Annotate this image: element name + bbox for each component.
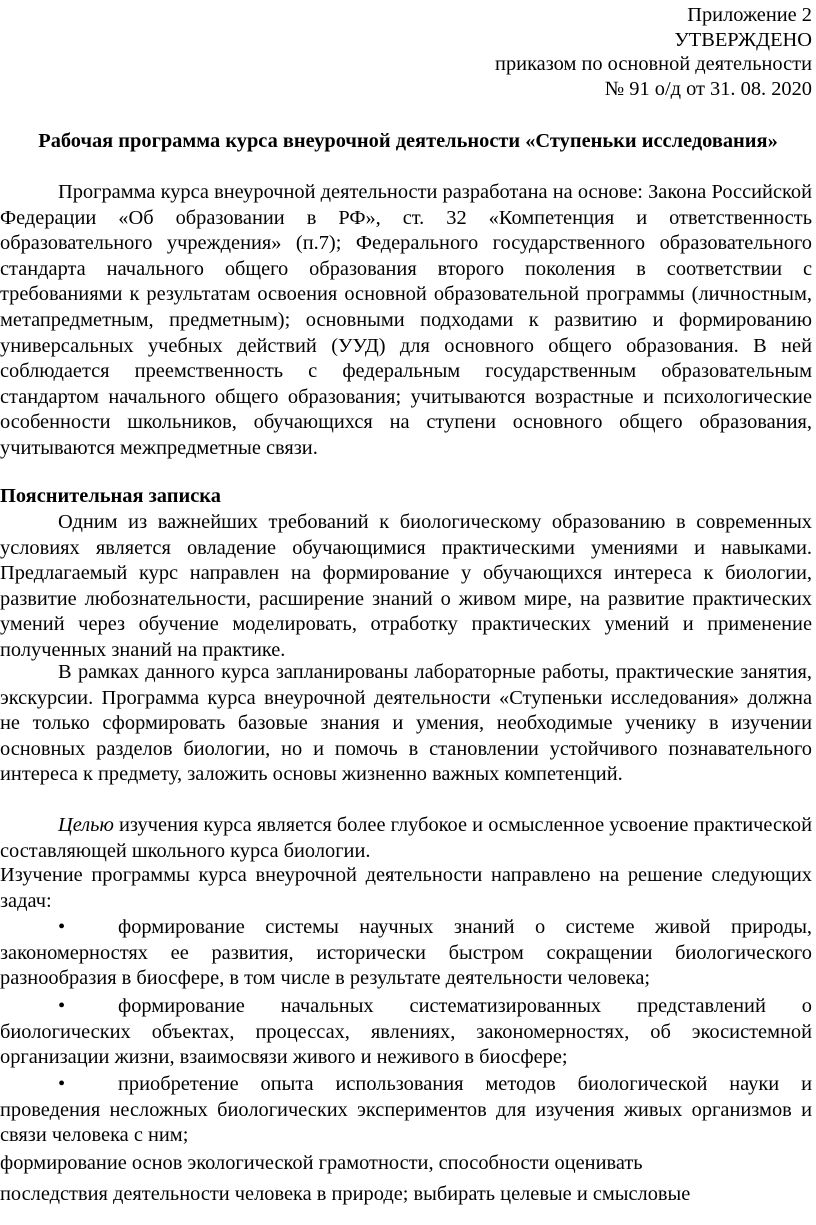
goal-text: изучения курса является более глубокое и осмысленное усвоение практической составляющей школьного курса биологии. bbox=[0, 814, 812, 862]
bullet-icon: • bbox=[58, 916, 66, 938]
tail-line-2: последствия деятельности человека в природе; выбирать целевые и смысловые bbox=[0, 1183, 691, 1205]
tail-line-1: формирование основ экологической грамотности, способности оценивать bbox=[0, 1152, 643, 1174]
goal-italic-word: Целью bbox=[58, 814, 114, 836]
list-item-text: формирование начальных систематизированных представлений о биологических объектах, процессах, явлениях, закономерностях, об экосистемной организации жизни, взаимосвязи живого и неживого в биосфере; bbox=[0, 995, 812, 1069]
list-item-text: формирование системы научных знаний о системе живой природы, закономерностях ее развития, исторически быстром сокращении биологического разнообразия в биосфере, в том числе в результате деятельности человека; bbox=[0, 916, 812, 990]
list-item-text: приобретение опыта использования методов биологической науки и проведения несложных биологических экспериментов для изучения живых организмов и связи человека с ним; bbox=[0, 1073, 812, 1147]
appendix-label: Приложение 2 bbox=[687, 4, 812, 26]
note-paragraph-1: Одним из важнейших требований к биологическому образованию в современных условиях является овладение обучающимися практическими умениями и навыками. Предлагаемый курс направлен на формирование у обучающихся интереса к биологии, развитие любознательности, расширение знаний о живом мире, на развитие практических умений через обучение моделировать, отработку практических умений и применение полученных знаний на практике. bbox=[0, 511, 812, 661]
bullet-icon: • bbox=[58, 1073, 66, 1095]
order-number: № 91 о/д от 31. 08. 2020 bbox=[604, 77, 812, 100]
document-title: Рабочая программа курса внеурочной деятельности «Ступеньки исследования» bbox=[38, 130, 778, 152]
list-item bbox=[0, 994, 812, 1071]
intro-paragraph: Программа курса внеурочной деятельности разработана на основе: Закона Российской Федерации «Об образовании в РФ», ст. 32 «Компетенция и ответственность образовательного учреждения» (п.7); Федерального государственного образовательного стандарта начального общего образования второго поколения в соответствии с требованиями к результатам освоения основной образовательной программы (личностным, метапредметным, предметным); основными подходами к развитию и формированию универсальных учебных действий (УУД) для основного общего образования. В ней соблюдается преемственность с федеральным государственным образовательным стандартом начального общего образования; учитываются возрастные и психологические особенности школьников, обучающихся на ступени основного общего образования, учитываются межпредметные связи. bbox=[0, 181, 812, 459]
goal-paragraph bbox=[0, 813, 812, 864]
list-item bbox=[0, 1072, 812, 1149]
bullet-icon: • bbox=[58, 995, 66, 1017]
approved-label: УТВЕРЖДЕНО bbox=[674, 28, 812, 51]
tasks-intro: Изучение программы курса внеурочной деятельности направлено на решение следующих задач: bbox=[0, 864, 812, 912]
approval-block bbox=[495, 3, 812, 101]
list-item bbox=[0, 915, 812, 992]
order-label: приказом по основной деятельности bbox=[495, 53, 812, 76]
note-paragraph-2: В рамках данного курса запланированы лабораторные работы, практические занятия, экскурсии. Программа курса внеурочной деятельности «Ступеньки исследования» должна не только сформировать базовые знания и умения, необходимые ученику в изучении основных разделов биологии, но и помочь в становлении устойчивого познавательного интереса к предмету, заложить основы жизненно важных компетенций. bbox=[0, 661, 812, 786]
section-heading: Пояснительная записка bbox=[0, 485, 221, 507]
